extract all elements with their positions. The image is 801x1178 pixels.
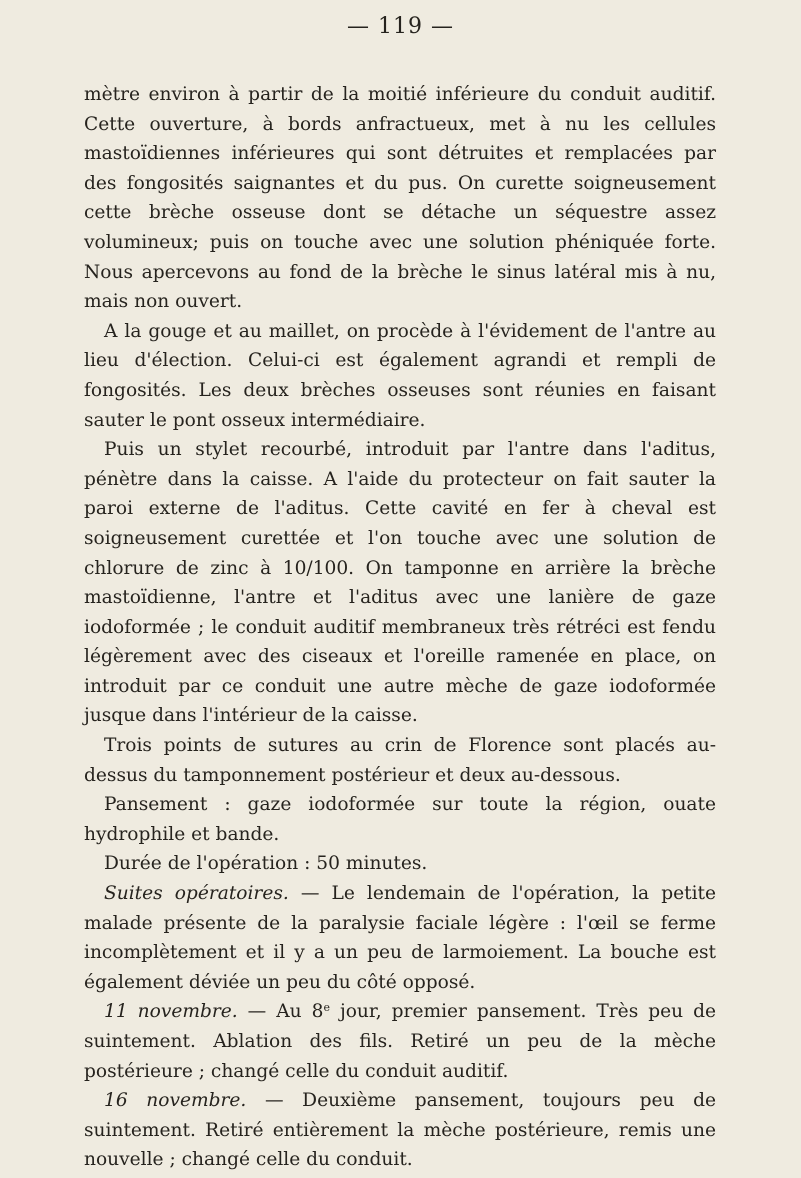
paragraph-8 [84,997,716,1086]
paragraph-4 [84,731,716,790]
paragraph-9 [84,1086,716,1175]
paragraph-9-text: — Deuxième pansement, toujours peu de suintement. Retiré entièrement la mèche postérieure, remis une nouvelle ; changé celle du conduit. [84,1090,716,1171]
paragraph-4-text: Trois points de sutures au crin de Florence sont placés au-dessus du tamponnement postérieur et deux au-dessous. [84,735,716,786]
paragraph-1-text: mètre environ à partir de la moitié inférieure du conduit auditif. Cette ouverture, à bords anfractueux, met à nu les cellules mastoïdiennes inférieures qui sont détruites et remplacées par des fongosités saignantes et du pus. On curette soigneusement cette brèche osseuse dont se détache un séquestre assez volumineux; puis on touche avec une solution phéniquée forte. Nous apercevons au fond de la brèche le sinus latéral mis à nu, mais non ouvert. [84,84,716,313]
page-number: — 119 — [347,14,454,39]
paragraph-3 [84,435,716,731]
ordinal-superscript: e [323,1001,330,1015]
section-label-suites: Suites opératoires. [104,883,289,905]
paragraph-7-text: — Le lendemain de l'opération, la petite malade présente de la paralysie faciale légère : l'œil se ferme incomplètement et il y a un peu de larmoiement. La bouche est également déviée un peu du côté opposé. [84,883,716,993]
paragraph-5-text: Pansement : gaze iodoformée sur toute la région, ouate hydrophile et bande. [84,794,716,845]
paragraph-7 [84,879,716,997]
paragraph-5 [84,790,716,849]
paragraph-2 [84,317,716,435]
date-label-11-novembre: 11 novembre. [104,1001,238,1023]
paragraph-6 [84,849,716,879]
paragraph-6-text: Durée de l'opération : 50 minutes. [104,853,428,875]
paragraph-8-text-start: — Au 8 [237,1001,324,1023]
paragraph-3-text: Puis un stylet recourbé, introduit par l'antre dans l'aditus, pénètre dans la caisse. A l'aide du protecteur on fait sauter la paroi externe de l'aditus. Cette cavité en fer à cheval est soigneusement curettée et l'on touche avec une solution de chlorure de zinc à 10/100. On tamponne en arrière la brèche mastoïdienne, l'antre et l'aditus avec une lanière de gaze iodoformée ; le conduit auditif membraneux très rétréci est fendu légèrement avec des ciseaux et l'oreille ramenée en place, on introduit par ce conduit une autre mèche de gaze iodoformée jusque dans l'intérieur de la caisse. [84,439,716,727]
paragraph-2-text: A la gouge et au maillet, on procède à l'évidement de l'antre au lieu d'élection. Celui-ci est également agrandi et rempli de fongosités. Les deux brèches osseuses sont réunies en faisant sauter le pont osseux intermédiaire. [84,320,716,431]
date-label-16-novembre: 16 novembre. [104,1090,247,1112]
paragraph-8-text: jour, premier pansement. Très peu de suintement. Ablation des fils. Retiré un peu de la mèche postérieure ; changé celle du conduit auditif. [84,1001,716,1082]
paragraph-1 [84,80,716,317]
body-text [84,80,716,1175]
